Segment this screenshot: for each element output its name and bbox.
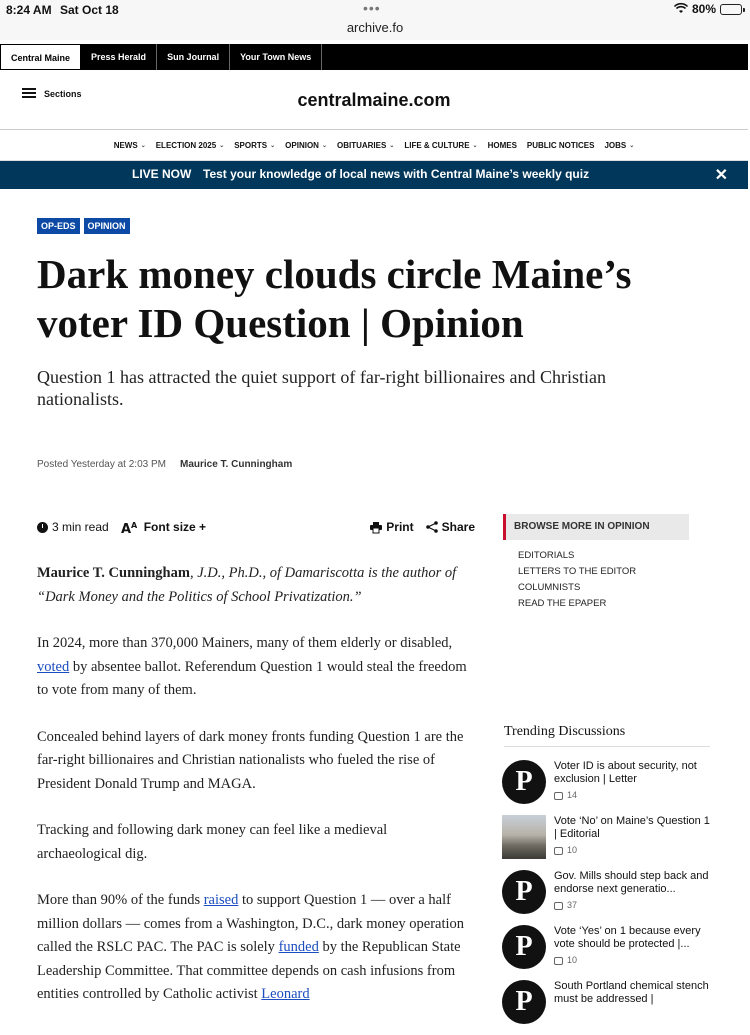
link-letters-to-the-editor[interactable]: LETTERS TO THE EDITOR: [518, 566, 637, 577]
article-body: [37, 562, 475, 1030]
site-press-herald[interactable]: Press Herald: [81, 44, 157, 70]
wifi-icon: [674, 4, 688, 14]
article-tools: [37, 519, 475, 535]
trending-text: [554, 925, 714, 980]
text: In 2024, more than 370,000 Mainers, many of them elderly or disabled,: [37, 635, 453, 651]
nav-item-jobs[interactable]: [604, 141, 634, 150]
read-time: [37, 520, 109, 534]
comment-count-value: 37: [567, 900, 578, 910]
link-read-the-epaper[interactable]: READ THE EPAPER: [518, 598, 607, 609]
comment-count: [554, 954, 714, 967]
masthead: [0, 70, 748, 130]
link-leonard[interactable]: Leonard: [261, 986, 310, 1002]
svg-text:A: A: [120, 522, 131, 537]
trending-item-title[interactable]: Vote ‘No’ on Maine’s Question 1 | Editorial: [554, 815, 710, 840]
comment-count-value: 10: [567, 955, 578, 965]
nav-item-public-notices[interactable]: [527, 141, 595, 150]
trending-item[interactable]: [502, 980, 714, 1035]
nav-item-label: HOMES: [487, 141, 517, 150]
pressherald-logo-icon: P: [502, 870, 546, 914]
site-logo[interactable]: centralmaine.com: [297, 90, 451, 110]
nav-item-label: PUBLIC NOTICES: [526, 141, 595, 150]
trending-item-title[interactable]: Voter ID is about security, not exclusion | Letter: [554, 760, 697, 785]
text: by absentee ballot. Referendum Question 1 would steal the freedom to vote from many of them.: [37, 658, 467, 698]
trending-title: Trending Discussions: [504, 724, 710, 747]
comment-icon: [554, 847, 563, 855]
nav-item-sports[interactable]: [234, 141, 275, 150]
tag-opinion[interactable]: OPINION: [84, 218, 130, 234]
browse-links: [518, 550, 636, 614]
trending-text: [554, 815, 714, 870]
bio-name: Maurice T. Cunningham: [37, 565, 190, 581]
text: More than 90% of the funds: [37, 892, 204, 908]
trending-item[interactable]: [502, 870, 714, 925]
clock-icon: [37, 522, 48, 533]
chevron-down-icon: ⌄: [629, 143, 635, 149]
bio-text: , J.D., Ph.D., of Damariscotta is the author of “Dark Money and the Politics of School Privatization.”: [37, 565, 457, 605]
nav-item-obituaries[interactable]: [337, 141, 394, 150]
chevron-down-icon: ⌄: [321, 143, 327, 149]
nav-item-label: NEWS: [113, 141, 138, 150]
nav-item-label: SPORTS: [234, 141, 268, 150]
link-columnists[interactable]: COLUMNISTS: [518, 582, 581, 593]
author-bio: [37, 562, 475, 609]
close-icon[interactable]: ✕: [714, 167, 728, 184]
nav-item-label: OBITUARIES: [336, 141, 387, 150]
nav-item-life-culture[interactable]: [404, 141, 477, 150]
trending-item-title[interactable]: South Portland chemical stench must be addressed |: [554, 980, 709, 1005]
pressherald-logo-icon: P: [502, 980, 546, 1024]
trending-item-title[interactable]: Gov. Mills should step back and endorse next generatio...: [554, 870, 709, 895]
trending-item-title[interactable]: Vote ‘Yes’ on 1 because every vote should be protected |...: [554, 925, 701, 950]
article-dek: Question 1 has attracted the quiet support of far-right billionaires and Christian nationalists.: [37, 367, 606, 409]
link-editorials[interactable]: EDITORIALS: [518, 550, 575, 561]
link-funded[interactable]: funded: [278, 939, 319, 955]
address-bar[interactable]: archive.fo: [0, 20, 750, 40]
status-date: Sat Oct 18: [60, 3, 119, 17]
share-icon: [426, 521, 438, 533]
comment-count: [554, 899, 714, 912]
article-meta: [37, 459, 292, 470]
text: by the Republican State Leadership Committee. That committee depends on cash infusions from entities controlled by Catholic activist: [37, 939, 461, 1002]
chevron-down-icon: ⌄: [472, 143, 478, 149]
font-size-icon: [120, 520, 141, 537]
site-your-town-news[interactable]: Your Town News: [230, 44, 322, 70]
posted-time: Posted Yesterday at 2:03 PM: [37, 459, 166, 470]
svg-text:A: A: [130, 521, 137, 530]
battery-percent: 80%: [691, 2, 716, 16]
nav-item-label: OPINION: [285, 141, 319, 150]
paragraph: Tracking and following dark money can feel like a medieval archaeological dig.: [37, 822, 388, 862]
comment-count-value: 10: [567, 845, 578, 855]
print-label: Print: [386, 520, 414, 534]
trending-item[interactable]: [502, 760, 714, 815]
network-sites-bar: [0, 44, 748, 70]
comment-count: [554, 844, 714, 857]
browse-more-header: BROWSE MORE IN OPINION: [503, 514, 689, 540]
tag-op-eds[interactable]: OP-EDS: [37, 218, 80, 234]
nav-item-homes[interactable]: [488, 141, 517, 150]
pressherald-logo-icon: P: [502, 925, 546, 969]
site-sun-journal[interactable]: Sun Journal: [157, 44, 230, 70]
trending-text: [554, 870, 714, 925]
link-voted[interactable]: voted: [37, 658, 70, 675]
nav-item-label: LIFE & CULTURE: [404, 141, 470, 150]
multitask-dots-icon[interactable]: •••: [363, 0, 381, 16]
trending-text: [554, 760, 714, 815]
nav-item-label: ELECTION 2025: [155, 141, 217, 150]
nav-item-election-2025[interactable]: [156, 141, 225, 150]
live-now-banner[interactable]: [0, 161, 748, 189]
nav-item-news[interactable]: [114, 141, 146, 150]
main-navigation: [0, 131, 748, 161]
read-time-label: 3 min read: [52, 520, 109, 534]
link-raised[interactable]: raised: [203, 892, 239, 908]
paragraph: [37, 889, 475, 1007]
printer-icon: [370, 522, 382, 533]
text: to support Question 1 — over a half million dollars — comes from a Washington, D.C., dark money operation called the RSLC PAC. The PAC is solely: [37, 892, 465, 955]
share-label: Share: [441, 520, 475, 534]
pressherald-logo-icon: P: [502, 760, 546, 804]
byline-author[interactable]: Maurice T. Cunningham: [179, 459, 293, 470]
article-thumbnail: [502, 815, 546, 859]
article-tags: [37, 218, 130, 234]
chevron-down-icon: ⌄: [270, 143, 276, 149]
comment-count-value: 14: [567, 790, 578, 800]
trending-text: [554, 980, 714, 1035]
battery-icon: [720, 4, 742, 15]
nav-item-label: JOBS: [604, 141, 627, 150]
comment-icon: [554, 792, 563, 800]
font-size-button[interactable]: [120, 520, 207, 537]
trending-list: [502, 760, 714, 1035]
comment-count: [554, 789, 714, 802]
comment-icon: [554, 957, 563, 965]
nav-item-opinion[interactable]: [285, 141, 327, 150]
article-headline: Dark money clouds circle Maine’s voter ID Question | Opinion: [37, 251, 632, 346]
live-now-message[interactable]: Test your knowledge of local news with Central Maine’s weekly quiz: [203, 167, 590, 181]
status-right: [674, 2, 742, 16]
chevron-down-icon: ⌄: [389, 143, 395, 149]
sections-label: Sections: [44, 89, 82, 99]
share-button[interactable]: [426, 520, 475, 534]
chevron-down-icon: ⌄: [140, 143, 146, 149]
chevron-down-icon: ⌄: [219, 143, 225, 149]
live-now-label: LIVE NOW: [132, 167, 192, 181]
status-time: 8:24 AM: [6, 3, 52, 17]
trending-item[interactable]: [502, 815, 714, 870]
font-size-label: Font size +: [143, 520, 207, 534]
ios-status-bar: [0, 0, 750, 20]
trending-item[interactable]: [502, 925, 714, 980]
print-button[interactable]: [370, 520, 413, 534]
paragraph: Concealed behind layers of dark money fronts funding Question 1 are the far-right billionaires and Christian nationalists who fueled the rise of President Donald Trump and MAGA.: [37, 728, 464, 792]
site-central-maine[interactable]: Central Maine: [0, 44, 81, 70]
paragraph: [37, 632, 475, 703]
comment-icon: [554, 902, 563, 910]
